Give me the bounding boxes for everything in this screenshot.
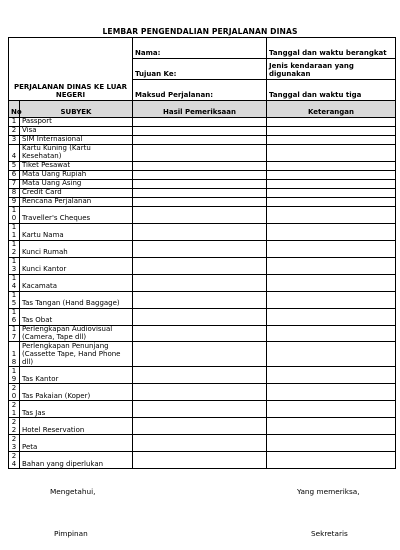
row-subject: Tiket Pesawat	[20, 161, 133, 170]
row-subject: Mata Uang Rupiah	[20, 170, 133, 179]
row-subject: Tas Pakaian (Koper)	[20, 384, 133, 401]
row-remarks-cell[interactable]	[267, 136, 396, 145]
checklist-row	[9, 179, 396, 188]
row-subject: Kartu Kuning (Kartu Kesehatan)	[20, 145, 133, 162]
checklist-row	[9, 384, 396, 401]
row-remarks-cell[interactable]	[267, 308, 396, 325]
checklist-row	[9, 145, 396, 162]
column-header-subyek: SUBYEK	[20, 101, 133, 118]
nama-label: Nama:	[133, 38, 267, 59]
row-number: 3	[9, 136, 20, 145]
row-result-cell[interactable]	[133, 367, 267, 384]
checklist-row	[9, 274, 396, 291]
checklist-row	[9, 161, 396, 170]
row-remarks-cell[interactable]	[267, 384, 396, 401]
row-remarks-cell[interactable]	[267, 170, 396, 179]
row-subject: Passport	[20, 118, 133, 127]
row-result-cell[interactable]	[133, 170, 267, 179]
checklist-row	[9, 418, 396, 435]
destination-label: Tujuan Ke:	[133, 59, 267, 80]
row-result-cell[interactable]	[133, 342, 267, 367]
row-remarks-cell[interactable]	[267, 367, 396, 384]
row-number: 15	[9, 291, 20, 308]
row-number: 18	[9, 342, 20, 367]
checklist-row	[9, 206, 396, 223]
row-subject: Bahan yang diperlukan	[20, 452, 133, 469]
row-remarks-cell[interactable]	[267, 179, 396, 188]
checklist-row	[9, 401, 396, 418]
row-number: 17	[9, 325, 20, 342]
row-subject: SIM Internasional	[20, 136, 133, 145]
row-number: 22	[9, 418, 20, 435]
row-remarks-cell[interactable]	[267, 325, 396, 342]
row-remarks-cell[interactable]	[267, 223, 396, 240]
row-number: 24	[9, 452, 20, 469]
row-remarks-cell[interactable]	[267, 127, 396, 136]
leader-signature-label: Pimpinan	[54, 529, 88, 538]
row-result-cell[interactable]	[133, 401, 267, 418]
row-result-cell[interactable]	[133, 291, 267, 308]
row-result-cell[interactable]	[133, 127, 267, 136]
row-remarks-cell[interactable]	[267, 418, 396, 435]
document-title: LEMBAR PENGENDALIAN PERJALANAN DINAS	[102, 27, 298, 36]
row-subject: Perlengkapan Audiovisual (Camera, Tape dll)	[20, 325, 133, 342]
row-result-cell[interactable]	[133, 223, 267, 240]
row-subject: Peta	[20, 435, 133, 452]
vehicle-type-label: Jenis kendaraan yang digunakan	[267, 59, 396, 80]
checklist-row	[9, 452, 396, 469]
row-remarks-cell[interactable]	[267, 401, 396, 418]
row-result-cell[interactable]	[133, 435, 267, 452]
row-number: 21	[9, 401, 20, 418]
row-remarks-cell[interactable]	[267, 197, 396, 206]
row-result-cell[interactable]	[133, 418, 267, 435]
row-remarks-cell[interactable]	[267, 188, 396, 197]
row-subject: Mata Uang Asing	[20, 179, 133, 188]
row-subject: Hotel Reservation	[20, 418, 133, 435]
row-remarks-cell[interactable]	[267, 274, 396, 291]
checklist-row	[9, 223, 396, 240]
row-subject: Kunci Rumah	[20, 240, 133, 257]
checklist-row	[9, 367, 396, 384]
row-result-cell[interactable]	[133, 452, 267, 469]
checklist-row	[9, 325, 396, 342]
row-remarks-cell[interactable]	[267, 435, 396, 452]
trip-purpose-label: Maksud Perjalanan:	[133, 80, 267, 101]
row-subject: Tas Tangan (Hand Baggage)	[20, 291, 133, 308]
row-number: 12	[9, 240, 20, 257]
row-subject: Tas Jas	[20, 401, 133, 418]
row-number: 4	[9, 145, 20, 162]
checklist-row	[9, 257, 396, 274]
row-number: 16	[9, 308, 20, 325]
row-result-cell[interactable]	[133, 145, 267, 162]
row-number: 23	[9, 435, 20, 452]
row-remarks-cell[interactable]	[267, 342, 396, 367]
row-result-cell[interactable]	[133, 325, 267, 342]
row-result-cell[interactable]	[133, 274, 267, 291]
checklist-row	[9, 291, 396, 308]
row-number: 6	[9, 170, 20, 179]
inspected-by-label: Yang memeriksa,	[297, 487, 360, 496]
trip-type-label: PERJALANAN DINAS KE LUAR NEGERI	[9, 38, 133, 101]
row-remarks-cell[interactable]	[267, 291, 396, 308]
checklist-row	[9, 435, 396, 452]
row-result-cell[interactable]	[133, 179, 267, 188]
row-result-cell[interactable]	[133, 161, 267, 170]
control-sheet-table	[8, 37, 396, 469]
row-result-cell[interactable]	[133, 308, 267, 325]
row-remarks-cell[interactable]	[267, 452, 396, 469]
row-subject: Tas Kantor	[20, 367, 133, 384]
row-number: 9	[9, 197, 20, 206]
row-remarks-cell[interactable]	[267, 118, 396, 127]
checklist-row	[9, 342, 396, 367]
checklist-row	[9, 197, 396, 206]
row-remarks-cell[interactable]	[267, 206, 396, 223]
row-remarks-cell[interactable]	[267, 240, 396, 257]
row-number: 11	[9, 223, 20, 240]
row-subject: Kartu Nama	[20, 223, 133, 240]
row-number: 20	[9, 384, 20, 401]
row-subject: Rencana Perjalanan	[20, 197, 133, 206]
secretary-signature-label: Sekretaris	[311, 529, 348, 538]
row-number: 5	[9, 161, 20, 170]
checklist-row	[9, 170, 396, 179]
row-number: 10	[9, 206, 20, 223]
checklist-row	[9, 308, 396, 325]
column-header-no: No	[9, 101, 20, 118]
row-result-cell[interactable]	[133, 206, 267, 223]
row-subject: Kacamata	[20, 274, 133, 291]
row-number: 13	[9, 257, 20, 274]
row-number: 8	[9, 188, 20, 197]
column-header-keterangan: Keterangan	[267, 101, 396, 118]
row-result-cell[interactable]	[133, 384, 267, 401]
departure-datetime-label: Tanggal dan waktu berangkat	[267, 38, 396, 59]
acknowledged-label: Mengetahui,	[50, 487, 96, 496]
row-number: 2	[9, 127, 20, 136]
row-subject: Kunci Kantor	[20, 257, 133, 274]
row-number: 7	[9, 179, 20, 188]
row-result-cell[interactable]	[133, 136, 267, 145]
row-result-cell[interactable]	[133, 118, 267, 127]
row-number: 14	[9, 274, 20, 291]
checklist-row	[9, 188, 396, 197]
checklist-row	[9, 118, 396, 127]
row-subject: Credit Card	[20, 188, 133, 197]
row-number: 19	[9, 367, 20, 384]
row-result-cell[interactable]	[133, 197, 267, 206]
row-result-cell[interactable]	[133, 257, 267, 274]
row-remarks-cell[interactable]	[267, 161, 396, 170]
row-subject: Tas Obat	[20, 308, 133, 325]
row-result-cell[interactable]	[133, 240, 267, 257]
row-number: 1	[9, 118, 20, 127]
row-result-cell[interactable]	[133, 188, 267, 197]
checklist-row	[9, 240, 396, 257]
column-header-hasil: Hasil Pemeriksaan	[133, 101, 267, 118]
row-subject: Perlengkapan Penunjang (Cassette Tape, Hand Phone dll)	[20, 342, 133, 367]
row-subject: Traveller's Cheques	[20, 206, 133, 223]
row-subject: Visa	[20, 127, 133, 136]
row-remarks-cell[interactable]	[267, 145, 396, 162]
row-remarks-cell[interactable]	[267, 257, 396, 274]
arrival-datetime-label: Tanggal dan waktu tiga	[267, 80, 396, 101]
